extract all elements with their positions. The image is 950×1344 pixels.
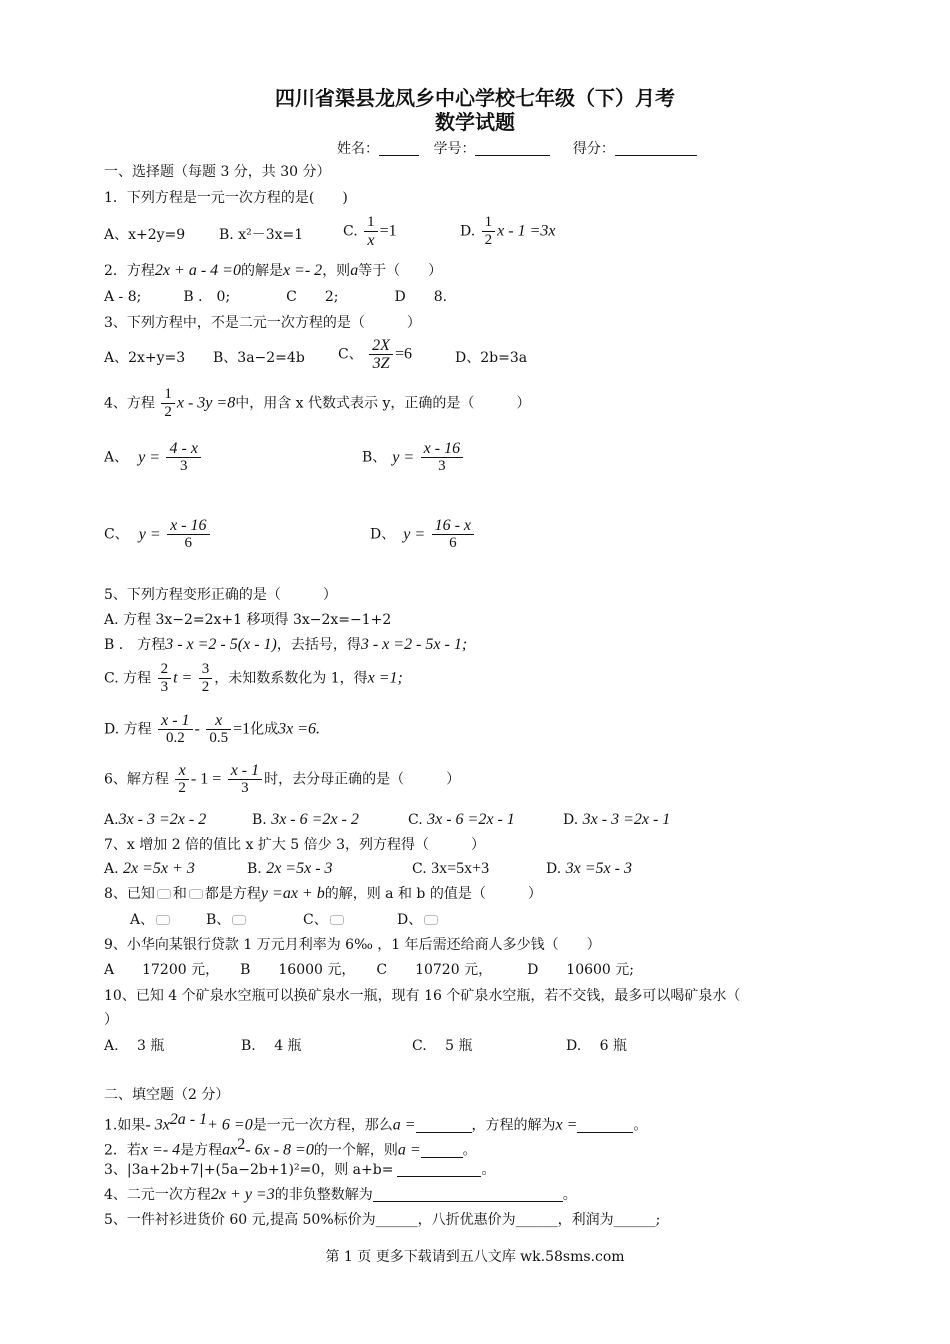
q6-c-label: C. xyxy=(408,812,423,828)
q6-b-label: B. xyxy=(252,812,267,828)
q3-stem: 3、下列方程中，不是二元一次方程的是（ ） xyxy=(104,315,421,331)
q4-b-fraction xyxy=(421,440,463,475)
q4-a-label: A、 xyxy=(104,449,129,466)
q7-b-label: B. xyxy=(247,861,262,877)
q4-c-lhs: y = xyxy=(138,525,161,543)
q6-option-d xyxy=(563,811,670,829)
f4-mid: 的非负整数解为 xyxy=(274,1187,373,1203)
q5-c-num1: 2 xyxy=(160,661,169,677)
f2-var: a = xyxy=(397,1141,421,1159)
q5-c-fraction2 xyxy=(199,661,213,696)
q4-equation: x - 3y =8 xyxy=(176,394,236,412)
q2-stem-mid2: ，则 xyxy=(322,263,351,279)
q8-stem-and: 和 xyxy=(172,886,187,902)
q8-stem-post: 的解，则 a 和 b 的值是（ ） xyxy=(324,886,542,902)
q5-option-c xyxy=(104,661,403,696)
q2-equation: 2x + a - 4 =0 xyxy=(154,262,241,279)
q6-mid: - 1 = xyxy=(190,770,222,788)
page-footer: 第 1 页 更多下载请到五八文库 wk.58sms.com xyxy=(325,1249,625,1265)
q4-c-num: x - 16 xyxy=(170,517,207,534)
q5-b-equation: 3 - x =2 - 5(x - 1) xyxy=(165,636,277,653)
fill-2 xyxy=(104,1136,477,1160)
q6-den1: 2 xyxy=(175,779,189,797)
q6-option-a xyxy=(104,811,206,829)
q4-stem xyxy=(104,386,530,421)
q5-c-result: x =1; xyxy=(367,669,403,687)
q8-option-d xyxy=(397,911,440,929)
f4-blank[interactable] xyxy=(373,1187,563,1202)
q3-c-fraction xyxy=(369,337,393,372)
score-blank[interactable] xyxy=(615,141,697,156)
id-label: 学号： xyxy=(433,141,476,157)
q1-c-den: x xyxy=(364,231,378,249)
f2-eq2b: - 6x - 8 =0 xyxy=(245,1141,314,1159)
q3-option-b: B、3a−2=4b xyxy=(213,350,305,366)
q8-c-label: C、 xyxy=(303,912,328,928)
q4-option-c xyxy=(104,517,212,552)
q6-a-text: 3x - 3 =2x - 2 xyxy=(118,811,207,828)
q1-stem: 1．下列方程是一元一次方程的是( ) xyxy=(104,190,348,206)
q4-option-b xyxy=(362,440,465,475)
q5-b-pre: B ． 方程 xyxy=(104,637,166,653)
q4-b-num: x - 16 xyxy=(423,440,461,457)
q2-stem-pre: 2．方程 xyxy=(104,263,155,279)
q10-stem: 10、已知 4 个矿泉水空瓶可以换矿泉水一瓶，现有 16 个矿泉水空瓶，若不交钱，最多可以喝矿泉水（ xyxy=(104,988,741,1004)
q4-stem-fraction xyxy=(161,386,175,421)
q1-d-label: D. xyxy=(460,223,476,240)
q4-a-den: 3 xyxy=(166,457,200,475)
q5-c-den2: 2 xyxy=(199,678,213,696)
q5-option-b xyxy=(104,636,467,654)
q5-d-num2: x xyxy=(215,712,223,729)
q4-a-num: 4 - x xyxy=(169,440,198,457)
q4-d-den: 6 xyxy=(432,534,474,552)
fill-5: 5、一件衬衫进货价 60 元,提高 50%标价为______，八折优惠价为______，利润为______; xyxy=(104,1212,661,1228)
student-info-row xyxy=(337,140,697,158)
q4-b-lhs: y = xyxy=(392,448,415,466)
q9-stem: 9、小华向某银行贷款 1 万元月利率为 6‰ ，1 年后需还给商人多少钱（ ） xyxy=(104,937,601,953)
q8-d-system-icon xyxy=(424,915,438,925)
q8-stem xyxy=(104,885,542,903)
q10-option-a: A. 3 瓶 xyxy=(104,1038,165,1054)
q8-b-label: B、 xyxy=(206,912,231,928)
f1-mid: 是一元一次方程，那么 xyxy=(252,1117,393,1134)
q6-num2: x - 1 xyxy=(230,762,260,779)
f1-var2: x = xyxy=(555,1116,578,1134)
q6-stem-pre: 6、解方程 xyxy=(104,771,169,788)
fill-4 xyxy=(104,1186,577,1204)
q7-b-text: 2x =5x - 3 xyxy=(266,860,333,877)
q8-b-system-icon xyxy=(232,915,246,925)
q8-solution-2-icon xyxy=(189,889,203,899)
q2-options: A - 8; B ． 0; C 2; D 8. xyxy=(104,289,448,305)
q8-a-label: A、 xyxy=(130,912,155,928)
q5-d-fraction1 xyxy=(158,712,192,747)
q4-c-label: C、 xyxy=(104,526,129,543)
q6-fraction2 xyxy=(228,762,262,797)
q7-c-label: C. xyxy=(412,861,427,877)
f2-mid2: 的一个解，则 xyxy=(313,1142,398,1159)
q1-c-num: 1 xyxy=(367,214,375,230)
q1-option-c xyxy=(343,214,397,249)
f1-var1: a = xyxy=(392,1116,416,1134)
q7-stem: 7、x 增加 2 倍的值比 x 扩大 5 倍少 3，列方程得（ ） xyxy=(104,837,486,853)
f1-blank-x[interactable] xyxy=(577,1118,633,1133)
f3-pre: 3、|3a+2b+7|+(5a−2b+1)²=0，则 a+b= xyxy=(104,1162,394,1178)
q7-a-label: A. xyxy=(104,861,119,877)
fill-1 xyxy=(104,1111,647,1135)
q4-d-num: 16 - x xyxy=(434,517,472,534)
q8-option-b xyxy=(206,911,248,929)
q6-a-label: A. xyxy=(104,812,119,828)
q3-option-d: D、2b=3a xyxy=(455,350,528,366)
q7-d-label: D. xyxy=(546,861,562,877)
q2-stem-mid: 的解是 xyxy=(240,263,283,279)
f2-post: 。 xyxy=(462,1142,477,1159)
f2-eq: x =- 4 xyxy=(140,1141,181,1159)
q1-d-den: 2 xyxy=(482,231,496,249)
q5-d-minus: - xyxy=(194,720,200,738)
q5-d-den2: 0.5 xyxy=(206,729,231,747)
q10-option-c: C. 5 瓶 xyxy=(412,1038,473,1054)
q6-stem-post: 时，去分母正确的是（ ） xyxy=(264,771,461,788)
q4-c-fraction xyxy=(167,517,209,552)
f4-eq: 2x + y =3 xyxy=(210,1186,275,1203)
q5-d-mid: 化成 xyxy=(250,721,279,738)
q4-a-lhs: y = xyxy=(138,448,161,466)
q3-c-num: 2X xyxy=(372,337,390,354)
score-label: 得分： xyxy=(572,141,615,157)
q5-d-num1: x - 1 xyxy=(161,712,190,729)
name-label: 姓名： xyxy=(337,141,379,157)
q4-c-den: 6 xyxy=(167,534,209,552)
q6-c-text: 3x - 6 =2x - 1 xyxy=(427,811,515,828)
q2-stem-post: 等于（ ） xyxy=(358,263,443,279)
f4-pre: 4、二元一次方程 xyxy=(104,1187,211,1203)
q5-c-fraction1 xyxy=(158,661,172,696)
f1-mid2: ，方程的解为 xyxy=(471,1117,556,1134)
q4-option-a xyxy=(104,440,203,475)
q1-d-rest: x - 1 =3x xyxy=(497,222,556,240)
q5-c-den1: 3 xyxy=(158,678,172,696)
q4-stem-pre: 4、方程 xyxy=(104,395,155,412)
q5-d-result: 3x =6. xyxy=(278,720,320,738)
q5-c-num2: 3 xyxy=(201,661,210,677)
q7-option-c xyxy=(412,860,489,878)
q5-option-d xyxy=(104,712,320,747)
q6-d-text: 3x - 3 =2x - 1 xyxy=(582,811,671,828)
q7-option-a xyxy=(104,860,195,878)
q5-b-result: 3 - x =2 - 5x - 1; xyxy=(360,636,468,653)
q4-d-fraction xyxy=(432,517,474,552)
f2-eq2a: ax xyxy=(222,1141,238,1159)
q3-c-rest: =6 xyxy=(394,345,412,363)
q7-option-b xyxy=(247,860,333,878)
f1-blank-a[interactable] xyxy=(416,1118,472,1133)
q6-b-text: 3x - 6 =2x - 2 xyxy=(271,811,359,828)
q8-option-c xyxy=(303,911,346,929)
q7-d-text: 3x =5x - 3 xyxy=(565,860,632,877)
q8-c-system-icon xyxy=(330,915,344,925)
q2-stem xyxy=(104,262,442,280)
f2-pre: 2．若 xyxy=(104,1142,141,1159)
q4-b-den: 3 xyxy=(421,457,463,475)
q8-a-system-icon xyxy=(156,915,170,925)
q1-c-rest: =1 xyxy=(379,222,397,240)
q7-c-text: 3x=5x+3 xyxy=(431,860,490,877)
q1-option-d xyxy=(460,214,555,249)
q6-d-label: D. xyxy=(563,812,579,828)
q6-num1: x xyxy=(178,762,186,779)
q8-stem-mid: 都是方程 xyxy=(204,886,261,902)
f1-post: 。 xyxy=(633,1117,648,1134)
q6-option-c xyxy=(408,811,515,829)
f3-post: 。 xyxy=(481,1162,496,1178)
q5-c-t: t = xyxy=(173,669,193,687)
id-blank[interactable] xyxy=(475,141,550,156)
q1-c-label: C. xyxy=(343,223,358,240)
q5-d-den1: 0.2 xyxy=(158,729,192,747)
q4-stem-post: 中，用含 x 代数式表示 y，正确的是（ ） xyxy=(235,395,531,412)
page-title: 四川省渠县龙凤乡中心学校七年级（下）月考 xyxy=(275,86,675,110)
f3-blank[interactable] xyxy=(397,1162,481,1177)
q5-d-pre: D. 方程 xyxy=(104,721,152,738)
q3-option-a: A、2x+y=3 xyxy=(104,350,186,366)
q5-c-pre: C. 方程 xyxy=(104,670,152,687)
q9-options: A 17200 元， B 16000 元， C 10720 元， D 10600 元; xyxy=(104,962,634,978)
q6-den2: 3 xyxy=(228,779,262,797)
q4-stem-den: 2 xyxy=(161,403,175,421)
f1-pre: 1.如果 xyxy=(104,1117,146,1134)
fill-3 xyxy=(104,1161,495,1179)
page-subtitle: 数学试题 xyxy=(435,110,515,134)
f2-exponent: 2 xyxy=(237,1136,246,1153)
q8-d-label: D、 xyxy=(397,912,423,928)
q5-stem: 5、下列方程变形正确的是（ ） xyxy=(104,587,337,603)
q1-option-a: A、x+2y=9 xyxy=(104,227,186,243)
name-blank[interactable] xyxy=(379,141,419,156)
f2-blank[interactable] xyxy=(421,1143,463,1158)
q5-b-mid: ，去括号，得 xyxy=(276,637,361,653)
q4-stem-num: 1 xyxy=(164,386,172,402)
q1-d-num: 1 xyxy=(484,214,493,230)
f1-eq-a: - 3x xyxy=(145,1116,170,1134)
q10-option-b: B. 4 瓶 xyxy=(241,1038,302,1054)
q10-stem-close: ） xyxy=(104,1012,118,1028)
q3-c-den: 3Z xyxy=(369,354,393,372)
q5-option-a: A. 方程 3x−2=2x+1 移项得 3x−2x=−1+2 xyxy=(104,612,392,628)
q4-b-label: B、 xyxy=(362,449,387,466)
q4-d-lhs: y = xyxy=(403,525,426,543)
q7-a-text: 2x =5x + 3 xyxy=(123,860,195,877)
q1-option-b: B. x²－3x=1 xyxy=(219,227,304,243)
q5-c-mid: ，未知数系数化为 1，得 xyxy=(214,670,368,687)
q8-stem-pre: 8、已知 xyxy=(104,886,155,902)
q7-option-d xyxy=(546,860,632,878)
q3-c-label: C、 xyxy=(338,346,363,363)
q6-option-b xyxy=(252,811,359,829)
f1-eq-b: + 6 =0 xyxy=(207,1116,253,1134)
q8-solution-1-icon xyxy=(157,889,171,899)
q3-option-c xyxy=(338,337,412,372)
q1-d-fraction xyxy=(482,214,496,249)
q4-a-fraction xyxy=(166,440,200,475)
q5-d-fraction2 xyxy=(206,712,231,747)
q2-var: a xyxy=(350,262,359,279)
q1-c-fraction xyxy=(364,214,378,249)
section-fill-heading: 二、填空题（2 分） xyxy=(104,1087,230,1103)
section-choice-heading: 一、选择题（每题 3 分，共 30 分） xyxy=(104,164,331,180)
q6-stem xyxy=(104,762,460,797)
f1-exponent: 2a - 1 xyxy=(169,1111,208,1128)
f2-mid: 是方程 xyxy=(180,1142,223,1159)
q6-fraction1 xyxy=(175,762,189,797)
q5-d-rhs: =1 xyxy=(233,720,251,738)
q4-option-d xyxy=(370,517,476,552)
f4-post: 。 xyxy=(562,1187,577,1203)
q2-solution: x =- 2 xyxy=(282,262,323,279)
q8-option-a xyxy=(130,911,172,929)
q8-equation: y =ax + b xyxy=(260,885,325,902)
q10-option-d: D. 6 瓶 xyxy=(566,1038,627,1054)
q4-d-label: D、 xyxy=(370,526,396,543)
